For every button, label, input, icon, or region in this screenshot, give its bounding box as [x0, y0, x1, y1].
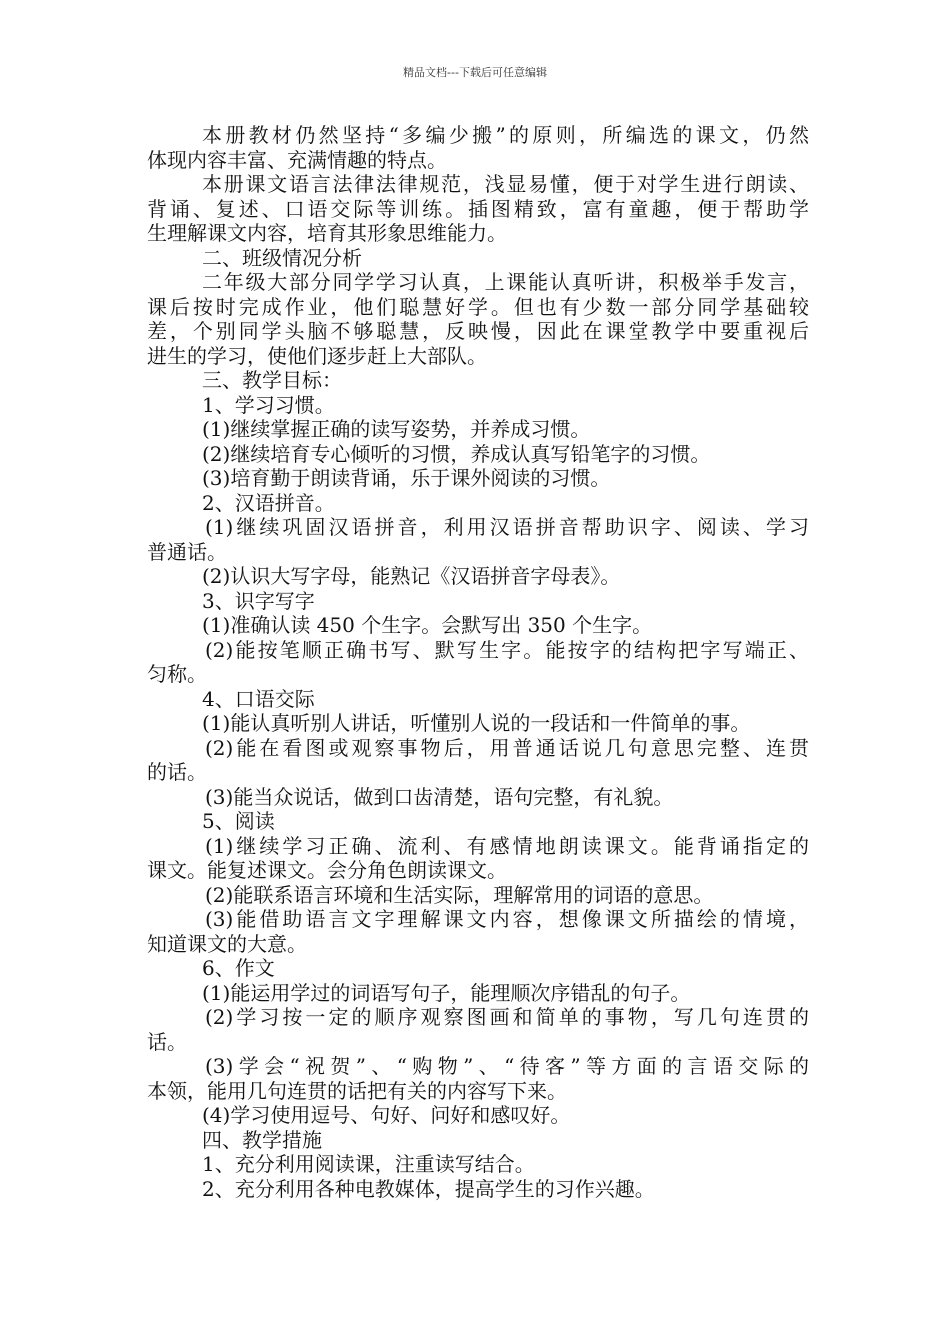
- paragraph-line: 生理解课文内容，培育其形象思维能力。: [147, 221, 507, 245]
- list-item-continuation: 话。: [147, 1029, 187, 1054]
- document-body: [147, 123, 809, 1201]
- list-item: (2)继续培育专心倾听的习惯，养成认真写铅笔字的习惯。: [202, 441, 711, 466]
- list-item-continuation: 本领，能用几句连贯的话把有关的内容写下来。: [147, 1078, 567, 1103]
- paragraph-line: 差，个别同学头脑不够聪慧，反映慢，因此在课堂教学中要重视后: [147, 319, 809, 343]
- list-item: (2)学习按一定的顺序观察图画和简单的事物，写几句连贯的: [205, 1005, 809, 1029]
- list-item: 2、充分利用各种电教媒体，提高学生的习作兴趣。: [202, 1176, 655, 1201]
- list-item: (1)能运用学过的词语写句子，能理顺次序错乱的句子。: [202, 980, 691, 1005]
- subsection-heading: 4、口语交际: [202, 686, 315, 711]
- list-item: (3)能借助语言文字理解课文内容，想像课文所描绘的情境，: [205, 907, 809, 931]
- list-item-continuation: 知道课文的大意。: [147, 931, 307, 956]
- section-heading: 三、教学目标：: [202, 368, 342, 392]
- list-item: (3)培育勤于朗读背诵，乐于课外阅读的习惯。: [202, 466, 611, 490]
- list-item: (1)继续巩固汉语拼音，利用汉语拼音帮助识字、阅读、学习: [205, 515, 809, 539]
- page-header: 精品文档---下载后可任意编辑: [403, 66, 547, 79]
- list-item: 1、充分利用阅读课，注重读写结合。: [202, 1152, 535, 1176]
- list-item: (3)学会“祝贺”、“购物”、“待客”等方面的言语交际的: [205, 1054, 809, 1078]
- list-item-continuation: 匀称。: [147, 662, 207, 686]
- section-heading: 四、教学措施: [202, 1127, 322, 1152]
- list-item: (1)继续学习正确、流利、有感情地朗读课文。能背诵指定的: [205, 833, 809, 858]
- subsection-heading: 3、识字写字: [202, 588, 315, 613]
- list-item: (1)准确认读 450 个生字。会默写出 350 个生字。: [202, 613, 653, 637]
- paragraph-line: 本册课文语言法律法律规范，浅显易懂，便于对学生进行朗读、: [202, 172, 809, 196]
- subsection-heading: 6、作文: [202, 956, 275, 980]
- paragraph-line: 进生的学习，使他们逐步赶上大部队。: [147, 343, 487, 368]
- paragraph-line: 背诵、复述、口语交际等训练。插图精致，富有童趣，便于帮助学: [147, 196, 809, 221]
- subsection-heading: 1、学习习惯。: [202, 392, 335, 417]
- list-item: (2)能在看图或观察事物后，用普通话说几句意思完整、连贯: [205, 735, 809, 760]
- list-item: (3)能当众说话，做到口齿清楚，语句完整，有礼貌。: [205, 784, 674, 809]
- list-item: (2)能按笔顺正确书写、默写生字。能按字的结构把字写端正、: [205, 637, 809, 662]
- list-item-continuation: 课文。能复述课文。会分角色朗读课文。: [147, 858, 507, 882]
- paragraph-line: 本册教材仍然坚持“多编少搬”的原则，所编选的课文，仍然: [202, 123, 809, 147]
- list-item-continuation: 普通话。: [147, 539, 227, 564]
- section-heading: 二、班级情况分析: [202, 245, 362, 270]
- list-item: (4)学习使用逗号、句好、问好和感叹好。: [202, 1103, 571, 1127]
- paragraph-line: 课后按时完成作业，他们聪慧好学。但也有少数一部分同学基础较: [147, 294, 809, 319]
- list-item: (1)继续掌握正确的读写姿势，并养成习惯。: [202, 417, 591, 441]
- paragraph-line: 二年级大部分同学学习认真，上课能认真听讲，积极举手发言，: [202, 270, 809, 294]
- list-item: (2)认识大写字母，能熟记《汉语拼音字母表》。: [202, 564, 621, 588]
- list-item-continuation: 的话。: [147, 760, 207, 784]
- paragraph-line: 体现内容丰富、充满情趣的特点。: [147, 147, 447, 172]
- list-item: (2)能联系语言环境和生活实际，理解常用的词语的意思。: [205, 882, 714, 907]
- subsection-heading: 2、汉语拼音。: [202, 490, 335, 515]
- subsection-heading: 5、阅读: [202, 809, 275, 833]
- list-item: (1)能认真听别人讲话，听懂别人说的一段话和一件简单的事。: [202, 711, 751, 735]
